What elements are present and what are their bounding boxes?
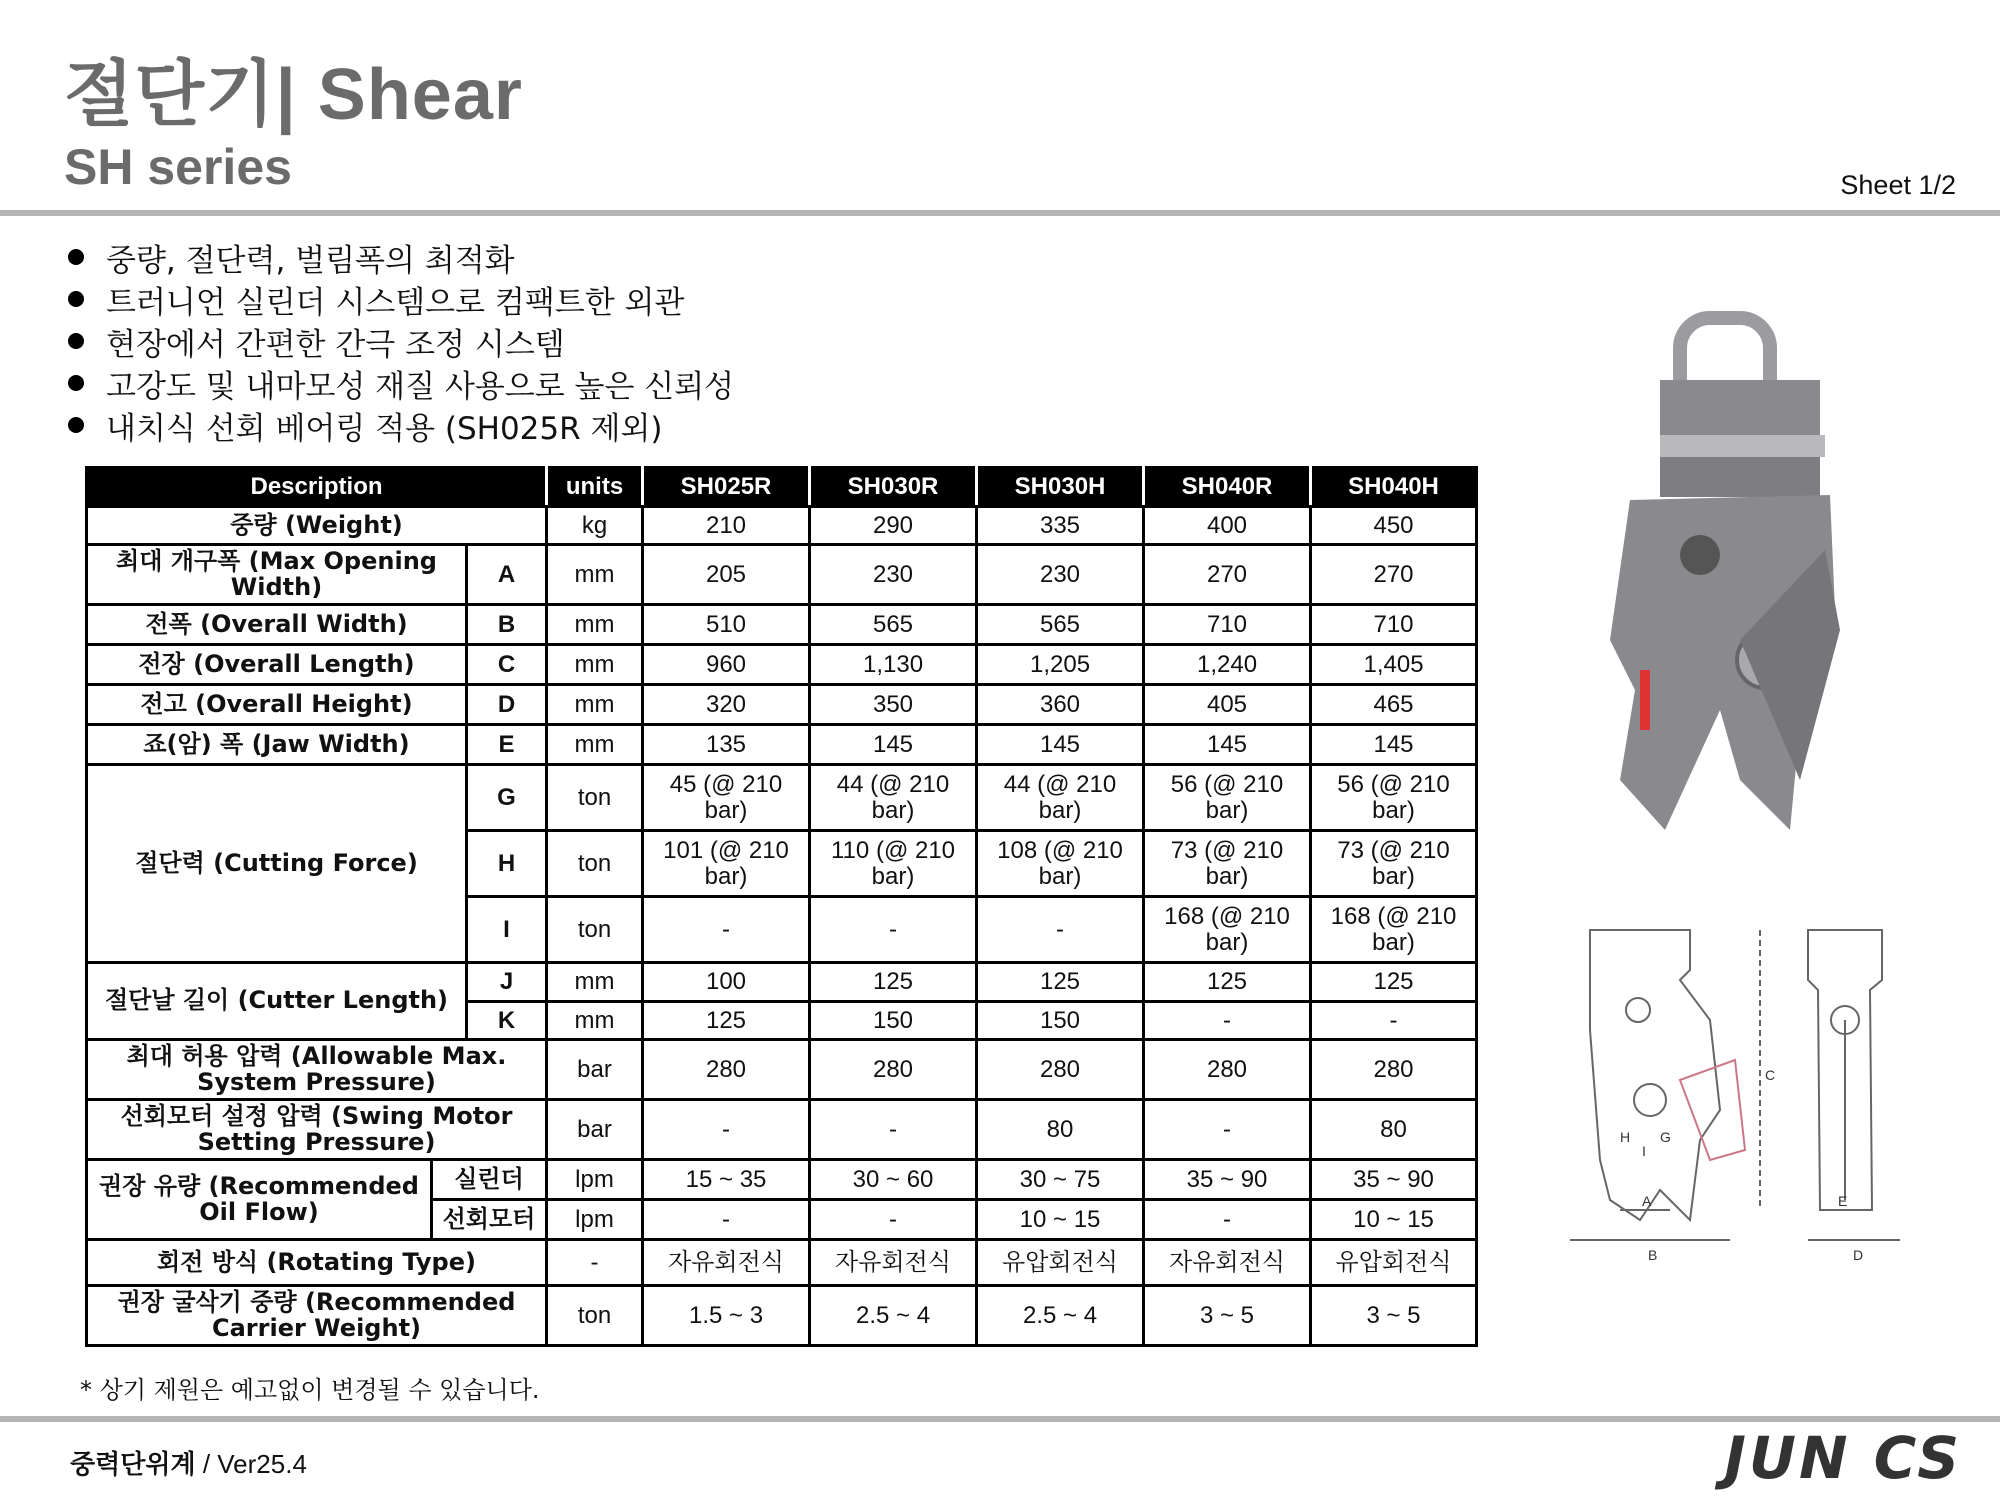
table-row: 최대 허용 압력 (Allowable Max. System Pressure) bar 280 280 280 280 280 bbox=[87, 1040, 1477, 1100]
table-row: 회전 방식 (Rotating Type) - 자유회전식 자유회전식 유압회전식 자유회전식 유압회전식 bbox=[87, 1240, 1477, 1286]
header-description: Description bbox=[87, 468, 547, 507]
bullet-icon bbox=[68, 291, 84, 307]
technical-drawing bbox=[1560, 910, 1970, 1330]
table-row: 전고 (Overall Height) D mm 320 350 360 405 465 bbox=[87, 685, 1477, 725]
list-item: 고강도 및 내마모성 재질 사용으로 높은 신뢰성 bbox=[68, 362, 734, 404]
header-model: SH030H bbox=[977, 468, 1144, 507]
page-title: 절단기| Shear bbox=[64, 55, 523, 135]
table-row: 죠(암) 폭 (Jaw Width) E mm 135 145 145 145 145 bbox=[87, 725, 1477, 765]
table-row: H ton 101 (@ 210 bar) 110 (@ 210 bar) 108 (@ 210 bar) 73 (@ 210 bar) 73 (@ 210 bar) bbox=[87, 831, 1477, 897]
bullet-icon bbox=[68, 333, 84, 349]
table-row: 권장 유량 (Recommended Oil Flow) 실린더 lpm 15 ~ 35 30 ~ 60 30 ~ 75 35 ~ 90 35 ~ 90 bbox=[87, 1160, 1477, 1200]
footer-divider bbox=[0, 1416, 2000, 1422]
footer-info bbox=[70, 1444, 307, 1481]
company-logo: JUN CS bbox=[1724, 1424, 1962, 1492]
drawing-label-c: C bbox=[1765, 1067, 1776, 1083]
product-photo bbox=[1590, 310, 1890, 850]
drawing-label-e: E bbox=[1838, 1193, 1848, 1209]
bullet-icon bbox=[68, 417, 84, 433]
drawing-label-h: H bbox=[1620, 1129, 1631, 1145]
header-model: SH040H bbox=[1311, 468, 1477, 507]
list-item: 중량, 절단력, 벌림폭의 최적화 bbox=[68, 236, 734, 278]
list-item: 트러니언 실린더 시스템으로 컴팩트한 외관 bbox=[68, 278, 734, 320]
table-row: 전장 (Overall Length) C mm 960 1,130 1,205 1,240 1,405 bbox=[87, 645, 1477, 685]
table-header-row bbox=[87, 468, 1477, 507]
header-divider bbox=[0, 210, 2000, 216]
list-item: 현장에서 간편한 간극 조정 시스템 bbox=[68, 320, 734, 362]
feature-list bbox=[68, 236, 734, 446]
header-model: SH030R bbox=[810, 468, 977, 507]
drawing-label-a: A bbox=[1642, 1193, 1652, 1209]
table-row: 절단력 (Cutting Force) G ton 45 (@ 210 bar) 44 (@ 210 bar) 44 (@ 210 bar) 56 (@ 210 bar) 56 (@ 210 bar) bbox=[87, 765, 1477, 831]
page-subtitle: SH series bbox=[64, 139, 292, 195]
bullet-icon bbox=[68, 375, 84, 391]
header-model: SH040R bbox=[1144, 468, 1311, 507]
sheet-indicator: Sheet 1/2 bbox=[1840, 170, 1956, 200]
table-row: 권장 굴삭기 중량 (Recommended Carrier Weight) ton 1.5 ~ 3 2.5 ~ 4 2.5 ~ 4 3 ~ 5 3 ~ 5 bbox=[87, 1286, 1477, 1346]
drawing-label-i: I bbox=[1642, 1143, 1646, 1159]
table-row: I ton - - - 168 (@ 210 bar) 168 (@ 210 bar) bbox=[87, 897, 1477, 963]
header-model: SH025R bbox=[643, 468, 810, 507]
spec-table bbox=[85, 466, 1478, 1347]
table-row: 선회모터 설정 압력 (Swing Motor Setting Pressure) bar - - 80 - 80 bbox=[87, 1100, 1477, 1160]
footer-company: 중력단위계 bbox=[70, 1450, 196, 1480]
bullet-icon bbox=[68, 249, 84, 265]
table-row: 절단날 길이 (Cutter Length) J mm 100 125 125 125 125 bbox=[87, 963, 1477, 1002]
header-units: units bbox=[547, 468, 643, 507]
table-row: 중량 (Weight) kg 210 290 335 400 450 bbox=[87, 507, 1477, 545]
list-item: 내치식 선회 베어링 적용 (SH025R 제외) bbox=[68, 404, 734, 446]
table-row: K mm 125 150 150 - - bbox=[87, 1002, 1477, 1040]
drawing-label-g: G bbox=[1660, 1129, 1671, 1145]
footer-version: / Ver25.4 bbox=[202, 1449, 307, 1479]
table-row: 전폭 (Overall Width) B mm 510 565 565 710 710 bbox=[87, 605, 1477, 645]
drawing-label-b: B bbox=[1648, 1247, 1658, 1263]
table-row: 최대 개구폭 (Max Opening Width) A mm 205 230 230 270 270 bbox=[87, 545, 1477, 605]
table-row: 선회모터 lpm - - 10 ~ 15 - 10 ~ 15 bbox=[87, 1200, 1477, 1240]
drawing-label-d: D bbox=[1853, 1247, 1864, 1263]
footnote: * 상기 제원은 예고없이 변경될 수 있습니다. bbox=[80, 1376, 540, 1404]
